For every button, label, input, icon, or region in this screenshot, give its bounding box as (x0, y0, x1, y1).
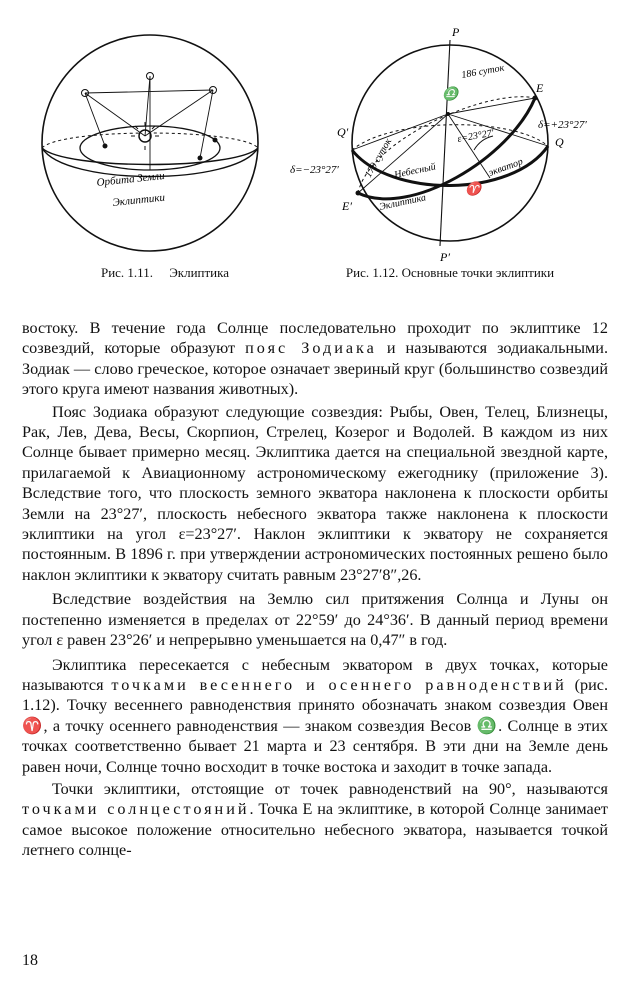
delta-plus-label: δ=+23°27′ (538, 119, 587, 131)
ecliptic-points-diagram (290, 18, 610, 263)
label-Q: Q (555, 135, 564, 149)
figure-1-11-caption (60, 264, 270, 281)
equator-label: экватор (487, 156, 525, 179)
text-run: (рис. 1.12). Точку весеннего равноденствия принято обозначать знаком созвездия Овен ♈, а точку осеннего равноденствия — знаком созвездия Весов ♎. Солнце в этих точках соответственно бывает 21 марта и 23 сентября. В эти дни на Земле день равен ночи, Солнце точно восходит в точке востока и заходит в точке запада. (22, 675, 608, 776)
epsilon-label: ε=23°27′ (456, 127, 495, 145)
text-run: Вследствие воздействия на Землю сил притяжения Солнца и Луны он постепенно изменяется в пределах от 22°59′ до 24°36′. В данный период времени угол ε равен 23°26′ и непрерывно уменьшается на 0,47″ в год. (22, 590, 608, 650)
caption-title: Эклиптика (169, 265, 230, 280)
spaced-term: точками весеннего и осеннего равноденствий (111, 675, 567, 694)
ecliptic-diagram (35, 18, 265, 263)
text-run: и называются зодиакальными. Зодиак — слово греческое, которое означает звериный круг (большинство созвездий этого круга имеют названия животных). (22, 339, 609, 399)
text-run: Пояс Зодиака образуют следующие созвездия: Рыбы, Овен, Телец, Близнецы, Рак, Лев, Дева, Весы, Скорпион, Стрелец, Козерог и Водолей. В каждом из них Солнце бывает примерно месяц. Эклиптика дается на специальной звездной карте, прилагаемой к Авиационному астрономическому ежегоднику (приложение 3). Вследствие того, что плоскость земного экватора наклонена к плоскости орбиты Земли на 23°27′, плоскость небесного экватора также наклонена к плоскости эклиптики на угол ε=23°27′. Наклон эклиптики к экватору не сохраняется постоянным. В 1896 г. при утверждении астрономических постоянных решено было наклон эклиптики к экватору считать равным 23°27′8″,26. (22, 402, 608, 584)
paragraph (22, 655, 608, 777)
label-P: P (452, 25, 460, 39)
libra-icon: ♎ (442, 86, 459, 101)
days-186-label: 186 суток (460, 62, 506, 81)
paragraph (22, 589, 608, 650)
celestial-label: Небесный (393, 161, 437, 181)
aries-icon: ♈ (465, 181, 482, 196)
text-run: востоку. В течение года Солнце последовательно проходит по эклиптике 12 созвездий, которые образуют (22, 319, 608, 358)
paragraph (22, 318, 608, 400)
spaced-term: пояс Зодиака (245, 339, 377, 358)
text-run: Точки эклиптики, отстоящие от точек равноденствий на 90°, называются (52, 779, 608, 798)
ecliptic-label: Эклиптики (112, 191, 166, 209)
paragraph (22, 402, 608, 586)
caption-title: Основные точки эклиптики (401, 265, 555, 280)
label-E-prime: E′ (342, 199, 352, 213)
paragraph (22, 779, 608, 861)
body-text (22, 318, 608, 863)
spaced-term: точками солнцестояний (22, 800, 250, 819)
label-Q-prime: Q′ (337, 125, 349, 139)
figure-ecliptic (35, 18, 265, 263)
caption-label: Рис. 1.11. (100, 265, 153, 280)
text-run: Эклиптика пересекается с небесным экватором в двух точках, которые называются (22, 655, 608, 694)
days-179-label: 179 суток (363, 136, 395, 180)
page-number: 18 (22, 952, 38, 969)
delta-minus-label: δ=−23°27′ (290, 164, 339, 176)
figure-ecliptic-points (290, 18, 610, 263)
ecliptic-label: Эклиптика (378, 192, 428, 213)
label-P-prime: P′ (440, 250, 450, 263)
earth-orbit-label: Орбита Земли (96, 169, 166, 189)
caption-label: Рис. 1.12. (345, 265, 399, 280)
figure-1-12-caption (330, 264, 570, 281)
label-E: E (536, 81, 544, 95)
text-run: . Точка E на эклиптике, в которой Солнце занимает самое высокое положение относительно небесного экватора, называется точкой летнего солнце- (22, 800, 608, 860)
